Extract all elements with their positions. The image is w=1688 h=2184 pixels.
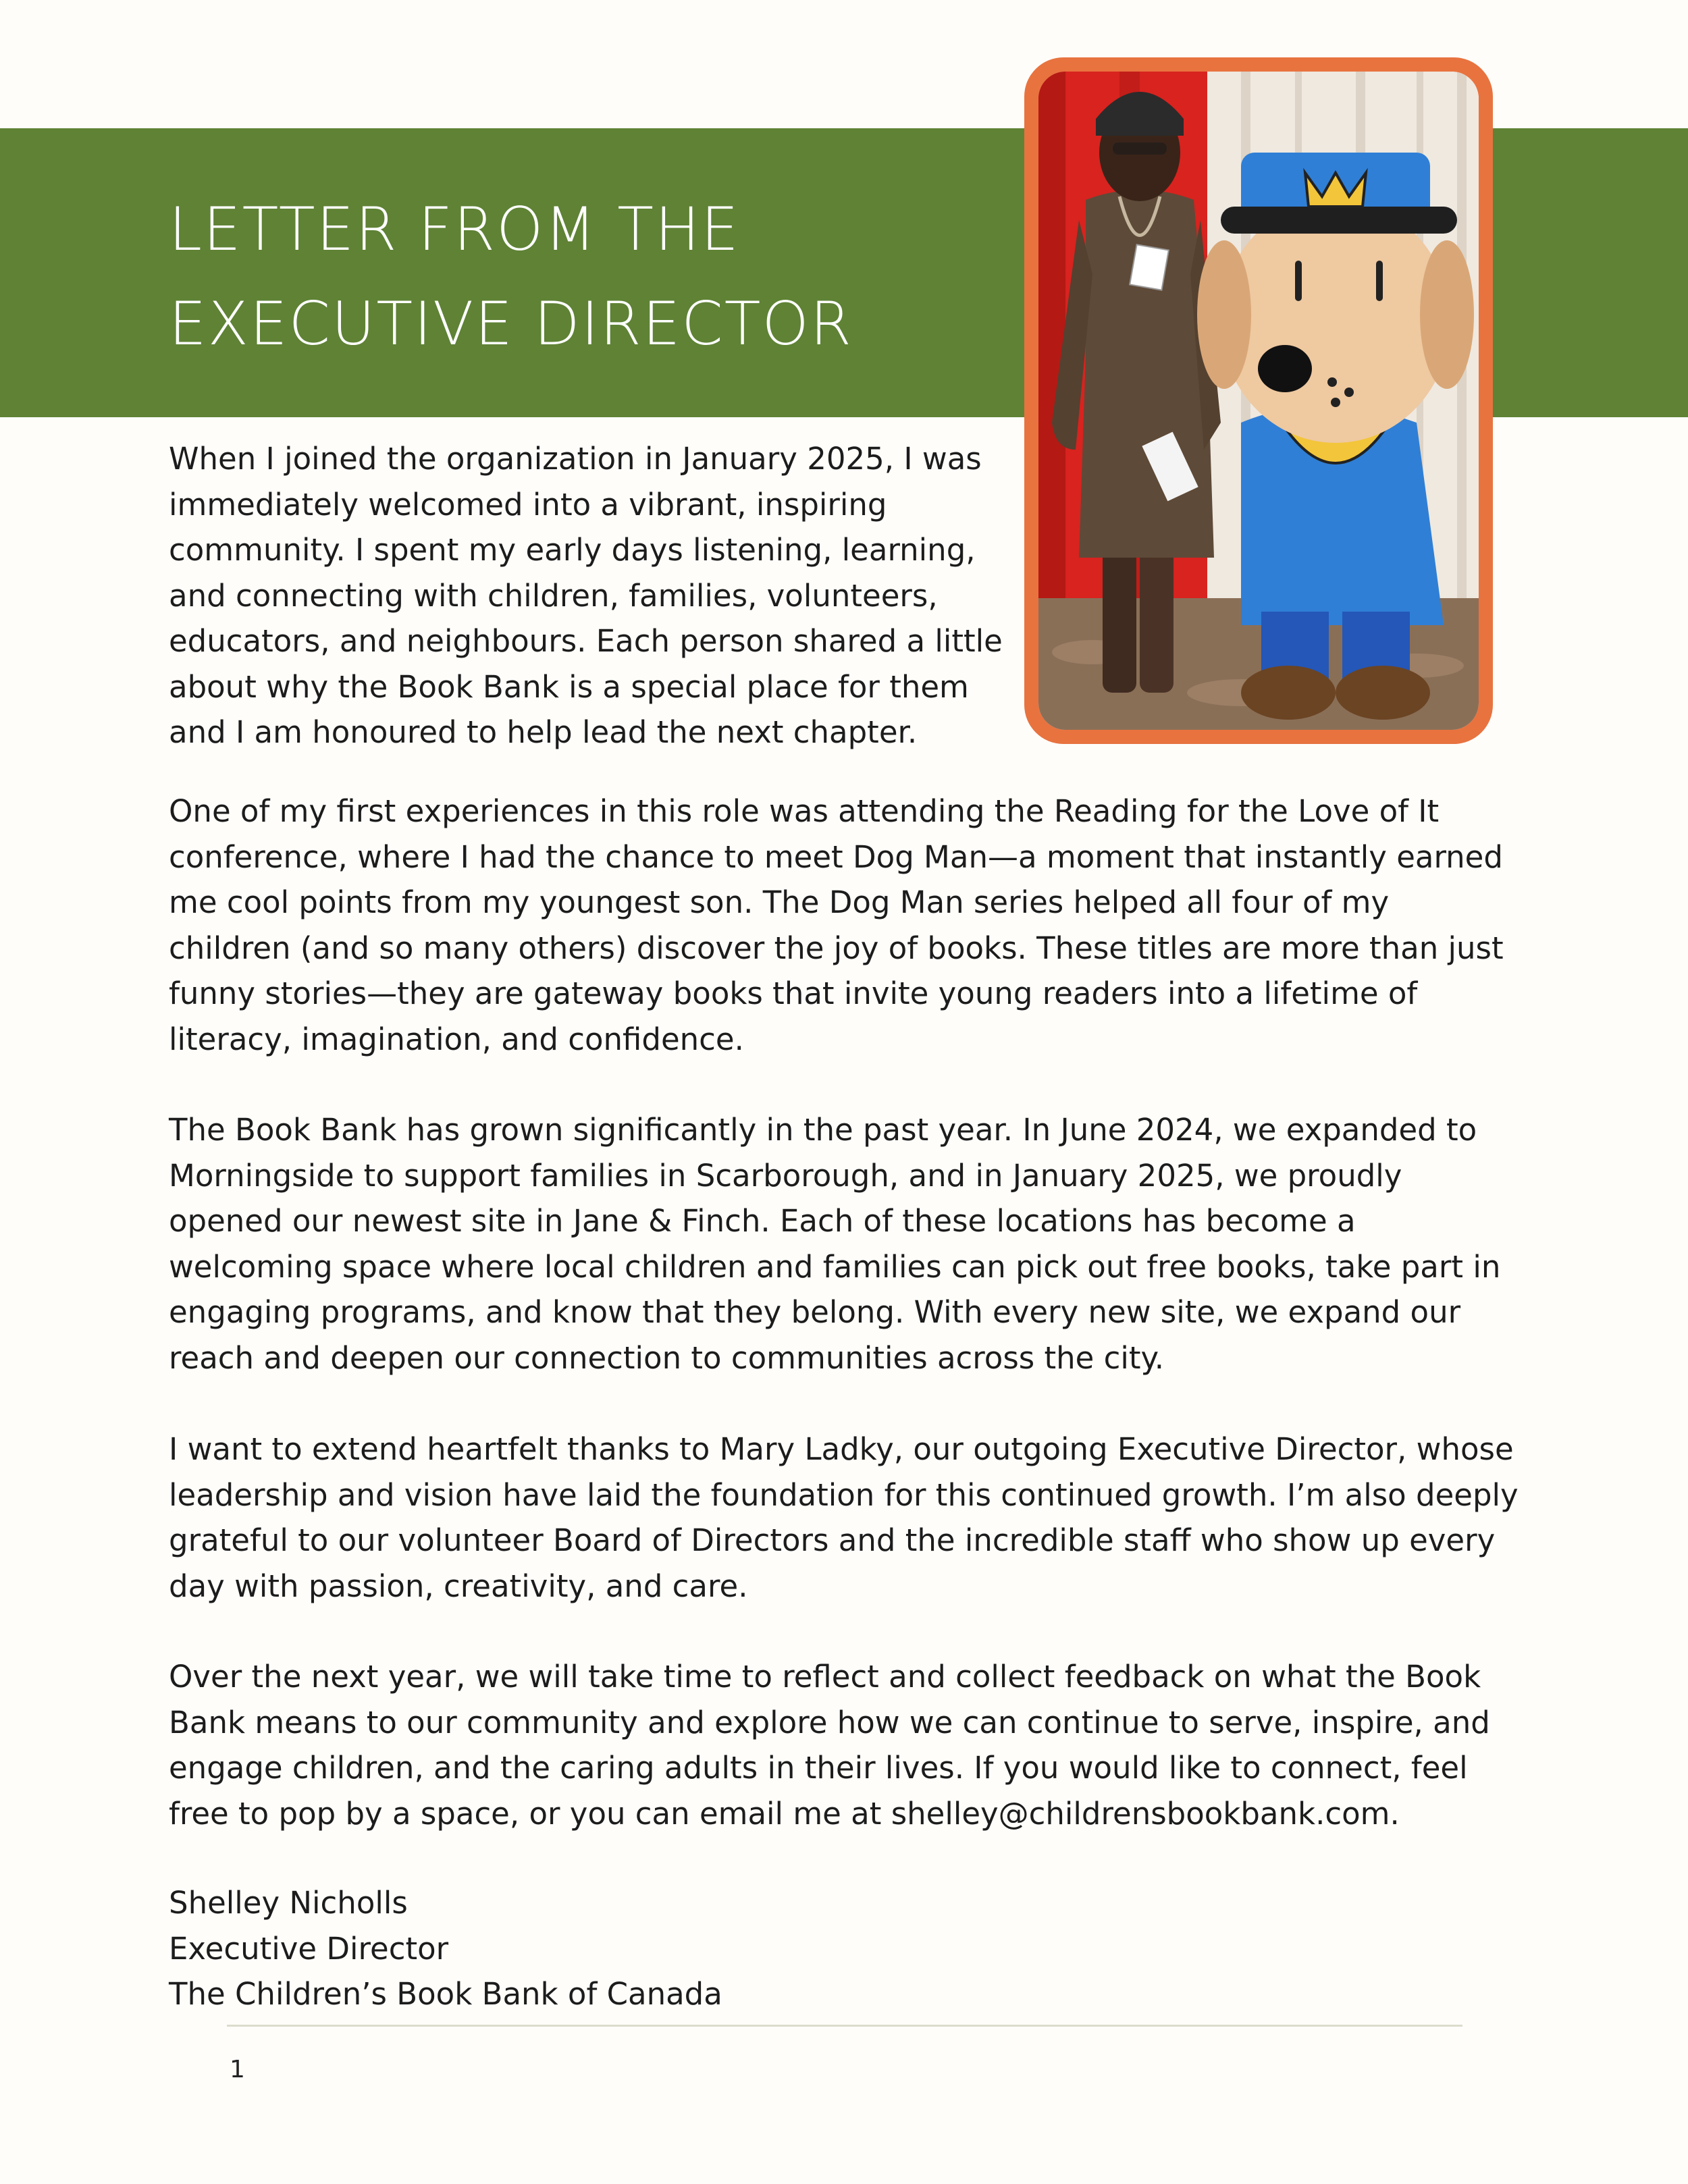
signature-block [169,1880,979,2017]
text-line: Over the next year, we will take time to reflect and collect feedback on what the Book [169,1659,1481,1695]
text-line: Bank means to our community and explore how we can continue to serve, inspire, and [169,1704,1490,1740]
text-line: and connecting with children, families, volunteers, [169,577,938,614]
text-line: funny stories—they are gateway books that invite young readers into a lifetime of [169,976,1418,1011]
text-line: engage children, and the caring adults in their lives. If you would like to connect, feel [169,1750,1468,1786]
page-title [169,182,853,371]
text-line: me cool points from my youngest son. The Dog Man series helped all four of my [169,884,1390,920]
signature-name: Shelley Nicholls [169,1885,408,1921]
next-year-paragraph [169,1654,1526,1836]
text-line: When I joined the organization in January 2025, I was [169,441,982,477]
director-with-dog-man-photo [1038,72,1479,730]
text-line: conference, where I had the chance to meet Dog Man—a moment that instantly earned [169,838,1503,875]
text-line: day with passion, creativity, and care. [169,1568,748,1604]
text-line: One of my first experiences in this role was attending the Reading for the Love of It [169,793,1440,829]
intro-paragraph [169,436,1006,755]
text-line: reach and deepen our connection to communities across the city. [169,1339,1165,1376]
text-line: opened our newest site in Jane & Finch. Each of these locations has become a [169,1203,1356,1239]
title-line-1: LETTER FROM THE [169,194,740,264]
title-line-2: EXECUTIVE DIRECTOR [169,289,853,358]
text-line: immediately welcomed into a vibrant, inspiring [169,486,887,523]
text-line: The Book Bank has grown significantly in the past year. In June 2024, we expanded to [169,1112,1477,1148]
text-line: educators, and neighbours. Each person shared a little [169,623,1003,659]
text-line: I want to extend heartfelt thanks to Mary Ladky, our outgoing Executive Director, whose [169,1431,1514,1467]
text-line: welcoming space where local children and families can pick out free books, take part in [169,1248,1501,1285]
footer-divider [227,2025,1462,2027]
text-line: grateful to our volunteer Board of Directors and the incredible staff who show up every [169,1522,1496,1558]
growth-paragraph [169,1107,1526,1381]
text-line: engaging programs, and know that they belong. With every new site, we expand our [169,1294,1461,1330]
text-line: community. I spent my early days listening, learning, [169,532,976,568]
text-line: and I am honoured to help lead the next chapter. [169,714,918,750]
text-line: leadership and vision have laid the foundation for this continued growth. I’m also deeply [169,1476,1519,1513]
page-number: 1 [230,2056,245,2083]
thanks-paragraph [169,1427,1526,1609]
dog-man-paragraph [169,789,1526,1062]
text-line: about why the Book Bank is a special place for them [169,668,969,705]
signature-organization: The Children’s Book Bank of Canada [169,1976,722,2012]
text-line: children (and so many others) discover the joy of books. These titles are more than just [169,930,1504,966]
signature-role: Executive Director [169,1930,449,1967]
text-line: free to pop by a space, or you can email me at shelley@childrensbookbank.com. [169,1795,1400,1832]
text-line: Morningside to support families in Scarborough, and in January 2025, we proudly [169,1157,1402,1194]
photo-frame [1024,57,1493,744]
text-line: literacy, imagination, and confidence. [169,1021,744,1057]
